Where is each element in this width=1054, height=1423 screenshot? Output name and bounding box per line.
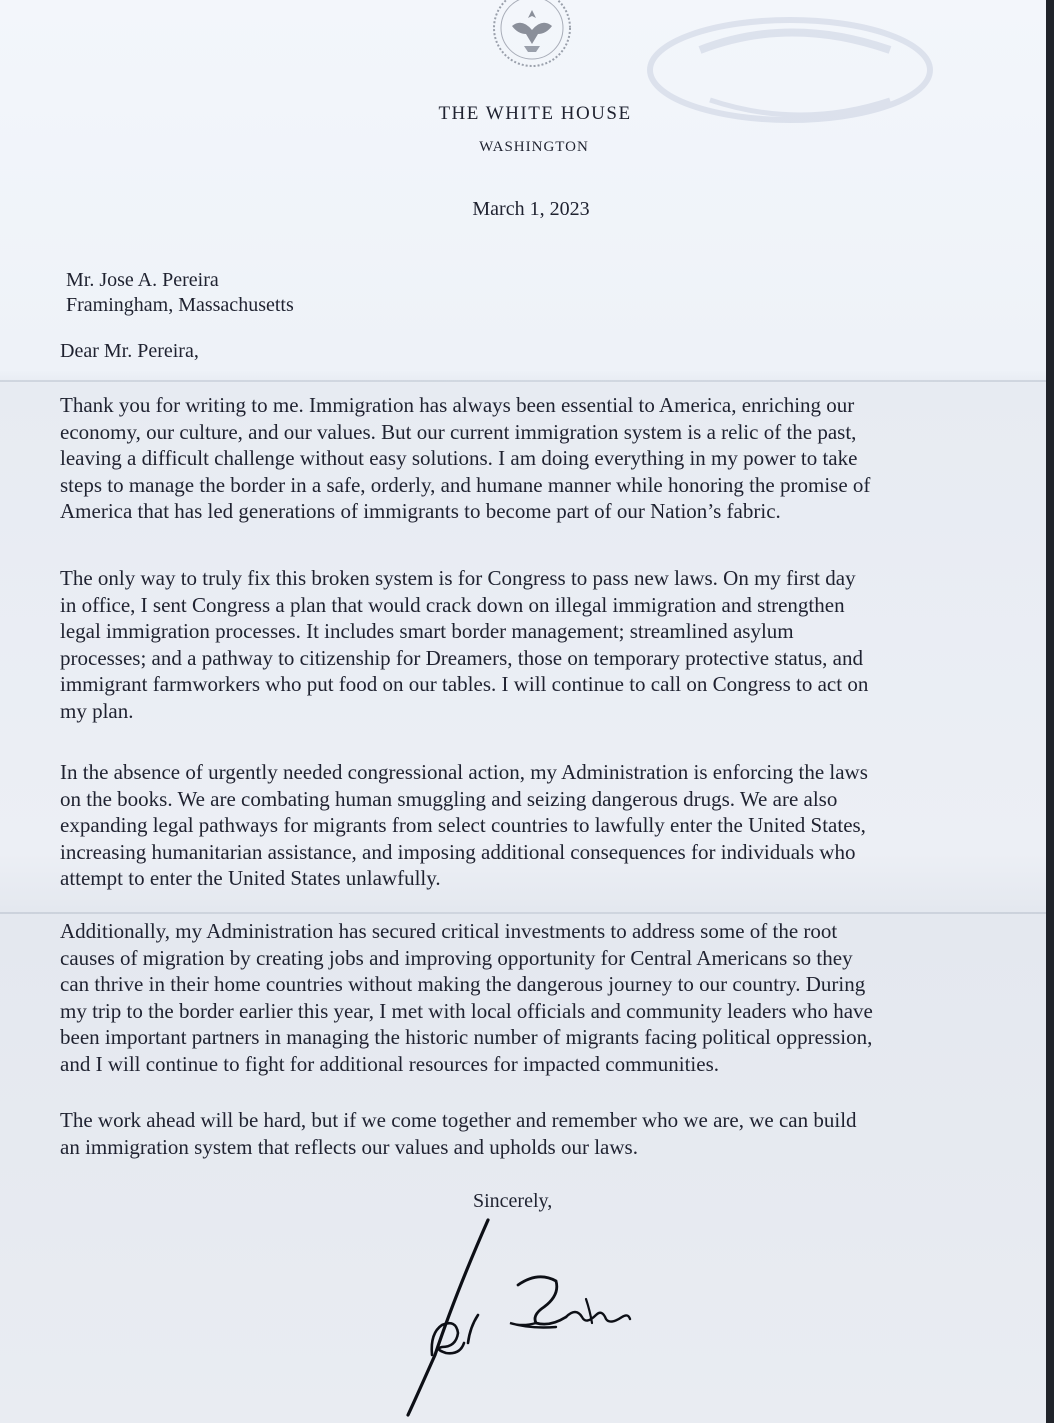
paragraph-line: attempt to enter the United States unlawfully.: [60, 866, 441, 890]
body-paragraph-4: [60, 918, 995, 1077]
salutation: Dear Mr. Pereira,: [60, 340, 199, 362]
paragraph-line: processes; and a pathway to citizenship for Dreamers, those on temporary protective status, and: [60, 645, 863, 670]
paragraph-line: Additionally, my Administration has secured critical investments to address some of the root: [60, 919, 838, 943]
paragraph-line: in office, I sent Congress a plan that would crack down on illegal immigration and strengthen: [60, 592, 845, 617]
paragraph-line: America that has led generations of immigrants to become part of our Nation’s fabric.: [60, 499, 781, 523]
paragraph-line: causes of migration by creating jobs and improving opportunity for Central Americans so they: [60, 945, 853, 970]
paragraph-line: can thrive in their home countries without making the dangerous journey to our country. During: [60, 972, 866, 996]
paragraph-line: legal immigration processes. It includes smart border management; streamlined asylum: [60, 619, 794, 643]
body-paragraph-5: [60, 1107, 995, 1160]
paragraph-line: been important partners in managing the historic number of migrants facing political oppression,: [60, 1025, 873, 1049]
paper-fold-line: [0, 380, 1054, 382]
body-paragraph-2: [60, 565, 995, 724]
paragraph-line: expanding legal pathways for migrants from select countries to lawfully enter the United States,: [60, 813, 866, 837]
paragraph-line: and I will continue to fight for additional resources for impacted communities.: [60, 1051, 719, 1076]
paragraph-line: The work ahead will be hard, but if we come together and remember who we are, we can build: [60, 1108, 857, 1132]
paragraph-line: leaving a difficult challenge without easy solutions. I am doing everything in my power to take: [60, 446, 858, 470]
letterhead-subtitle: WASHINGTON: [479, 139, 589, 155]
paragraph-line: my plan.: [60, 698, 134, 723]
recipient-location: Framingham, Massachusetts: [66, 294, 294, 316]
paragraph-line: immigrant farmworkers who put food on our tables. I will continue to call on Congress to act on: [60, 672, 869, 696]
letterhead-title: THE WHITE HOUSE: [438, 103, 632, 124]
paragraph-line: economy, our culture, and our values. But our current immigration system is a relic of the past,: [60, 419, 857, 444]
paragraph-line: Thank you for writing to me. Immigration has always been essential to America, enriching our: [60, 393, 855, 417]
body-paragraph-3: [60, 759, 995, 892]
presidential-seal-icon: [482, 0, 582, 70]
paragraph-line: increasing humanitarian assistance, and imposing additional consequences for individuals who: [60, 839, 856, 864]
letter-date: March 1, 2023: [472, 198, 590, 220]
paragraph-line: steps to manage the border in a safe, orderly, and humane manner while honoring the promise of: [60, 472, 871, 497]
signature-icon: [360, 1215, 650, 1420]
paragraph-line: In the absence of urgently needed congressional action, my Administration is enforcing the laws: [60, 760, 868, 784]
recipient-name: Mr. Jose A. Pereira: [66, 269, 219, 291]
body-paragraph-1: [60, 392, 995, 525]
paragraph-line: my trip to the border earlier this year, I met with local officials and community leaders who have: [60, 998, 873, 1023]
paragraph-line: on the books. We are combating human smuggling and seizing dangerous drugs. We are also: [60, 786, 838, 811]
closing: Sincerely,: [473, 1190, 553, 1212]
paragraph-line: an immigration system that reflects our values and upholds our laws.: [60, 1134, 638, 1159]
recipient-address: [66, 268, 294, 318]
paragraph-line: The only way to truly fix this broken system is for Congress to pass new laws. On my first day: [60, 566, 856, 590]
paper-fold-line: [0, 912, 1054, 914]
